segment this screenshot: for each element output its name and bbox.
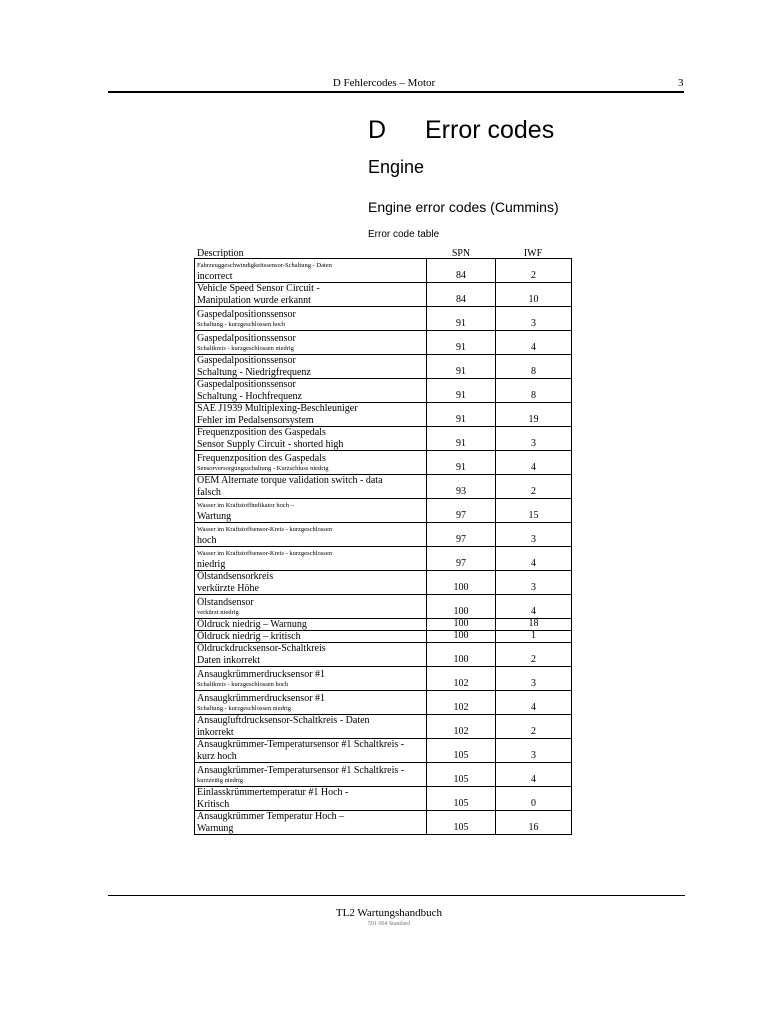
description-line-1: Einlasskrümmertemperatur #1 Hoch -: [197, 787, 349, 798]
description-line-1: Ansaugkrümmer Temperatur Hoch –: [197, 811, 345, 822]
description-line-2: hoch: [197, 534, 217, 546]
description-line-1: Ansaugluftdrucksensor-Schaltkreis - Daten: [197, 715, 370, 726]
description-line-2: Schaltung - kurzgeschlossen niedrig: [197, 705, 292, 712]
description-line-2: niedrig: [197, 558, 226, 570]
table-row: [195, 475, 572, 499]
description-line-2: Sensor Supply Circuit - shorted high: [197, 438, 344, 450]
description-line-2: inkorrekt: [197, 726, 234, 738]
table-row: [195, 283, 572, 307]
iwf-cell: 15: [496, 499, 572, 523]
table-row: [195, 787, 572, 811]
iwf-cell: 0: [496, 787, 572, 811]
description-line-2: Schaltkreis - kurzgeschlossen hoch: [197, 681, 289, 688]
table-row: [195, 307, 572, 331]
iwf-cell: 10: [496, 283, 572, 307]
description-line-1: Öldruckdrucksensor-Schaltkreis: [197, 643, 326, 654]
iwf-cell: 2: [496, 643, 572, 667]
iwf-cell: 4: [496, 763, 572, 787]
description-line-2: Warnung: [197, 822, 234, 834]
iwf-cell: 2: [496, 259, 572, 283]
description-line-2: Fehler im Pedalsensorsystem: [197, 414, 314, 426]
table-row: [195, 715, 572, 739]
iwf-cell: 3: [496, 427, 572, 451]
description-line-2: Schaltkreis - kurzgeschlossen niedrig: [197, 345, 294, 352]
table-row: [195, 595, 572, 619]
description-line-1: OEM Alternate torque validation switch - data: [197, 475, 383, 486]
iwf-cell: 4: [496, 595, 572, 619]
table-row: [195, 667, 572, 691]
description-cell: [195, 715, 427, 739]
description-line-2: Schaltung - kurzgeschlossen hoch: [197, 321, 286, 328]
description-cell: [195, 787, 427, 811]
description-cell: [195, 379, 427, 403]
description-cell: [195, 259, 427, 283]
iwf-cell: 3: [496, 307, 572, 331]
description-line-1: Frequenzposition des Gaspedals: [197, 427, 326, 438]
iwf-cell: 3: [496, 523, 572, 547]
description-line-1: Gaspedalpositionssensor: [197, 379, 296, 390]
spn-cell: 84: [427, 259, 496, 283]
table-row: [195, 619, 572, 631]
description-cell: [195, 331, 427, 355]
table-row: [195, 403, 572, 427]
description-line-1: Ansaugkrümmer-Temperatursensor #1 Schaltkreis -: [197, 739, 405, 750]
iwf-cell: 18: [496, 619, 572, 631]
description-line-2: Daten inkorrekt: [197, 654, 261, 666]
description-line-1: Frequenzposition des Gaspedals: [197, 452, 326, 464]
table-row: [195, 691, 572, 715]
description-line-1: Gaspedalpositionssensor: [197, 355, 296, 366]
spn-cell: 91: [427, 451, 496, 475]
description-cell: [195, 283, 427, 307]
chapter-title: Error codes: [425, 116, 555, 144]
description-cell: Öldruck niedrig – Warnung: [195, 619, 427, 631]
description-line-2: incorrect: [197, 270, 233, 282]
description-line-1: Gaspedalpositionssensor: [197, 308, 296, 320]
spn-cell: 105: [427, 811, 496, 835]
table-row: [195, 643, 572, 667]
spn-cell: 91: [427, 427, 496, 451]
spn-cell: 100: [427, 595, 496, 619]
spn-cell: 97: [427, 547, 496, 571]
iwf-cell: 19: [496, 403, 572, 427]
description-line-2: kurz hoch: [197, 750, 237, 762]
table-caption: Error code table: [368, 229, 440, 240]
iwf-cell: 4: [496, 547, 572, 571]
spn-cell: 100: [427, 571, 496, 595]
spn-cell: 102: [427, 691, 496, 715]
description-line-2: Kritisch: [197, 798, 230, 810]
section-title: Engine: [368, 157, 425, 177]
table-row: [195, 523, 572, 547]
table-row: [195, 739, 572, 763]
iwf-cell: 4: [496, 451, 572, 475]
iwf-cell: 4: [496, 331, 572, 355]
spn-cell: 97: [427, 523, 496, 547]
description-line-1: Vehicle Speed Sensor Circuit -: [197, 283, 320, 294]
chapter-letter: D: [368, 116, 387, 144]
description-cell: [195, 355, 427, 379]
description-line-1: Ansaugkrümmerdrucksensor #1: [197, 668, 326, 680]
description-cell: [195, 403, 427, 427]
running-header-title: D Fehlercodes – Motor: [332, 77, 436, 89]
description-cell: [195, 307, 427, 331]
spn-cell: 100: [427, 631, 496, 643]
description-cell: [195, 595, 427, 619]
iwf-cell: 2: [496, 475, 572, 499]
spn-cell: 100: [427, 643, 496, 667]
iwf-cell: 2: [496, 715, 572, 739]
iwf-cell: 8: [496, 379, 572, 403]
description-cell: [195, 667, 427, 691]
footer-divider: [108, 895, 685, 896]
spn-cell: 91: [427, 307, 496, 331]
description-cell: [195, 763, 427, 787]
spn-cell: 105: [427, 763, 496, 787]
description-line-1: Ölstandsensor: [197, 596, 254, 608]
footer-subtitle: 591 004 Standard: [367, 921, 411, 927]
description-cell: [195, 811, 427, 835]
description-cell: [195, 739, 427, 763]
column-header-description: Description: [197, 248, 244, 259]
iwf-cell: 16: [496, 811, 572, 835]
description-line-2: Manipulation wurde erkannt: [197, 294, 311, 306]
description-line-1: Wasser im Kraftstoffsensor-Kreis - kurzgeschlossen: [197, 549, 332, 557]
spn-cell: 91: [427, 379, 496, 403]
description-line-2: Schaltung - Niedrigfrequenz: [197, 366, 311, 378]
table-row: [195, 379, 572, 403]
description-cell: [195, 451, 427, 475]
spn-cell: 105: [427, 787, 496, 811]
description-line-2: verkürzt niedrig: [197, 609, 239, 616]
table-row: [195, 259, 572, 283]
footer-title: TL2 Wartungshandbuch: [335, 907, 443, 919]
header-divider: [108, 91, 684, 93]
iwf-cell: 3: [496, 739, 572, 763]
spn-cell: 102: [427, 715, 496, 739]
table-row: [195, 547, 572, 571]
column-header-spn: SPN: [451, 248, 471, 259]
description-cell: [195, 547, 427, 571]
description-line-2: falsch: [197, 486, 221, 498]
description-line-1: Gaspedalpositionssensor: [197, 332, 296, 344]
table-row: [195, 499, 572, 523]
description-cell: [195, 523, 427, 547]
iwf-cell: 1: [496, 631, 572, 643]
spn-cell: 91: [427, 403, 496, 427]
iwf-cell: 4: [496, 691, 572, 715]
table-row: [195, 355, 572, 379]
description-cell: [195, 643, 427, 667]
description-line-2: Schaltung - Hochfrequenz: [197, 390, 302, 402]
description-line-2: kurzzeitig niedrig: [197, 777, 244, 784]
description-line-1: SAE J1939 Multiplexing-Beschleuniger: [197, 403, 358, 414]
column-header-iwf: IWF: [523, 248, 543, 259]
iwf-cell: 3: [496, 571, 572, 595]
description-line-1: Fahrzeuggeschwindigkeitssensor-Schaltung - Daten: [197, 261, 332, 269]
table-row: [195, 631, 572, 643]
description-cell: [195, 427, 427, 451]
iwf-cell: 3: [496, 667, 572, 691]
spn-cell: 93: [427, 475, 496, 499]
spn-cell: 102: [427, 667, 496, 691]
iwf-cell: 8: [496, 355, 572, 379]
spn-cell: 100: [427, 619, 496, 631]
description-line-1: Wasser im Kraftstoffsensor-Kreis - kurzgeschlossen: [197, 525, 332, 533]
error-code-table: [194, 258, 572, 835]
page-number: 3: [678, 77, 684, 89]
spn-cell: 91: [427, 355, 496, 379]
table-row: [195, 571, 572, 595]
description-line-1: Ölstandsensorkreis: [197, 571, 274, 582]
table-row: [195, 811, 572, 835]
spn-cell: 97: [427, 499, 496, 523]
spn-cell: 105: [427, 739, 496, 763]
spn-cell: 91: [427, 331, 496, 355]
description-line-2: verkürzte Höhe: [197, 582, 259, 594]
subsection-title: Engine error codes (Cummins): [368, 199, 559, 215]
description-line-2: Sensorversorgungsschaltung - Kurzschluss niedrig: [197, 465, 329, 472]
description-line-1: Wasser im Kraftstoffindikator hoch –: [197, 501, 294, 509]
description-cell: [195, 571, 427, 595]
description-line-2: Wartung: [197, 510, 232, 522]
description-line-1: Ansaugkrümmerdrucksensor #1: [197, 692, 326, 704]
description-cell: Öldruck niedrig – kritisch: [195, 631, 427, 643]
description-cell: [195, 475, 427, 499]
table-row: [195, 331, 572, 355]
table-row: [195, 451, 572, 475]
chapter-heading: [368, 116, 554, 145]
description-line-1: Ansaugkrümmer-Temperatursensor #1 Schaltkreis -: [197, 764, 405, 776]
table-row: [195, 763, 572, 787]
description-cell: [195, 499, 427, 523]
description-cell: [195, 691, 427, 715]
spn-cell: 84: [427, 283, 496, 307]
table-row: [195, 427, 572, 451]
